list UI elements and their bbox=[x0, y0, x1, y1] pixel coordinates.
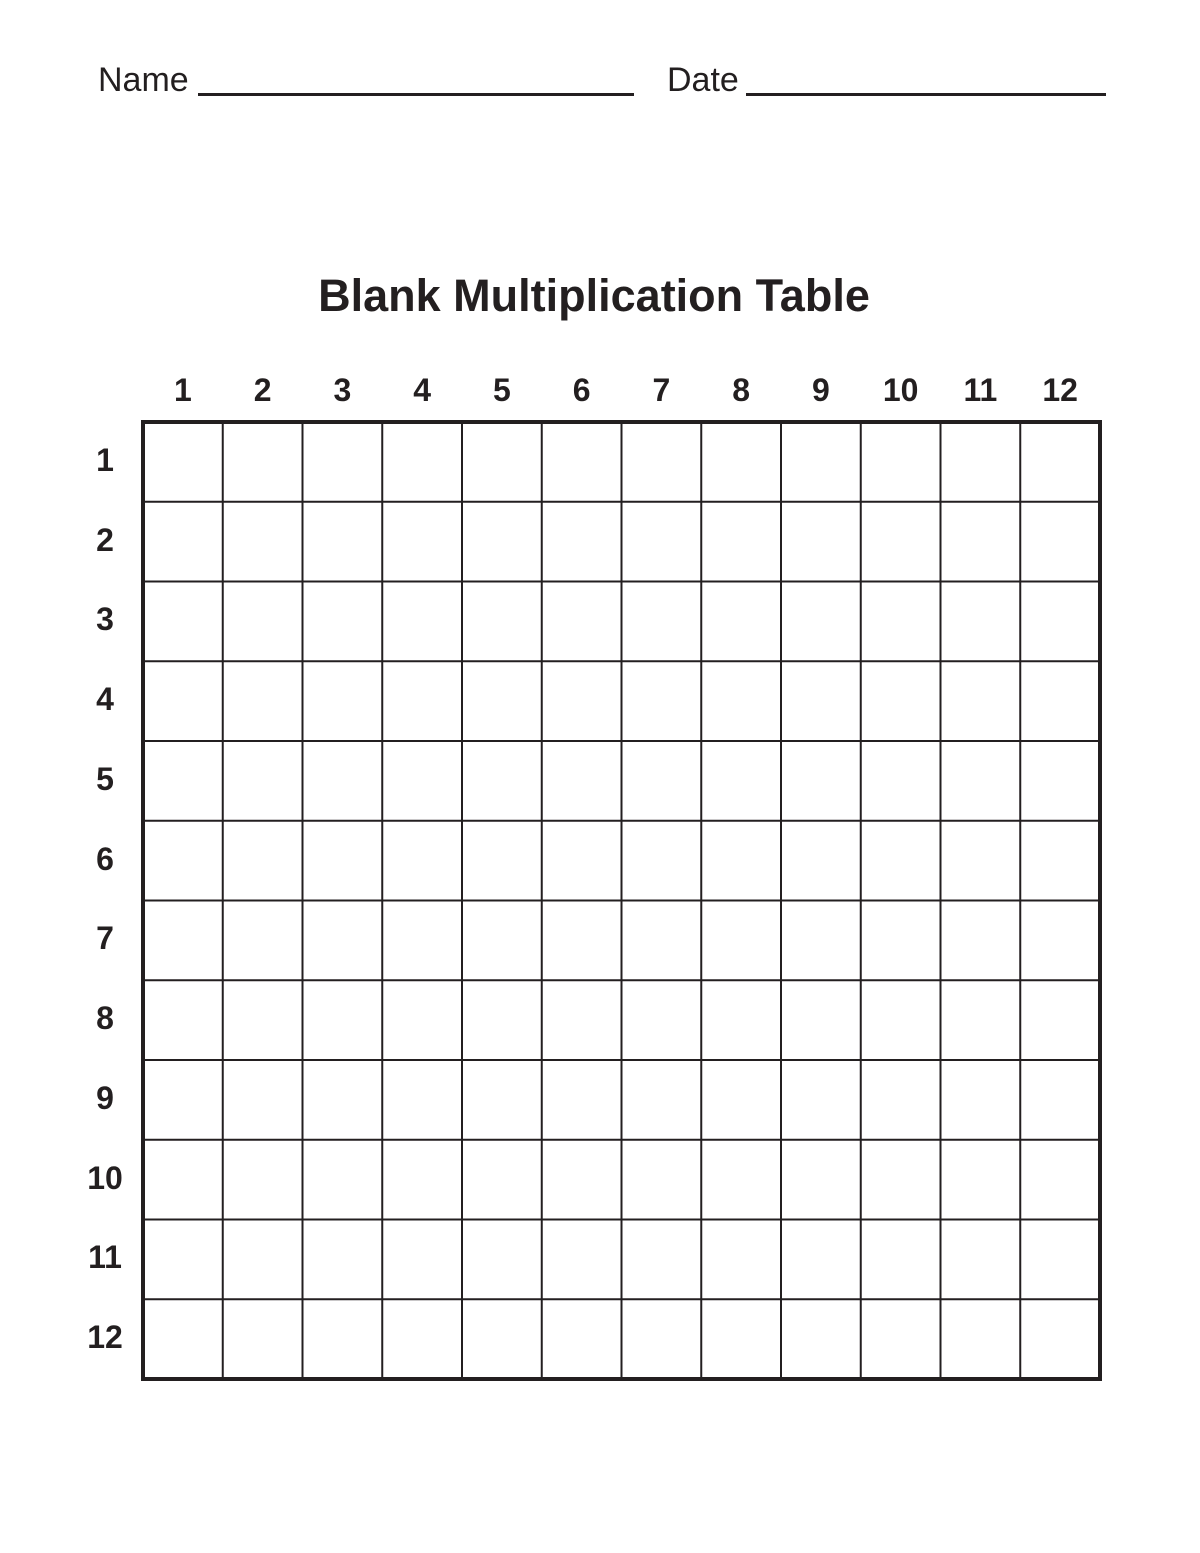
row-header: 7 bbox=[96, 920, 114, 957]
row-header: 9 bbox=[96, 1079, 114, 1116]
grid-cell[interactable] bbox=[781, 821, 861, 901]
row-header: 11 bbox=[88, 1239, 122, 1276]
grid-cell[interactable] bbox=[542, 502, 622, 582]
grid-cell[interactable] bbox=[143, 661, 223, 741]
grid-cell[interactable] bbox=[1020, 1140, 1100, 1220]
row-header: 12 bbox=[87, 1319, 123, 1356]
grid-cell[interactable] bbox=[143, 1299, 223, 1379]
grid-cell[interactable] bbox=[143, 422, 223, 502]
column-header: 8 bbox=[732, 372, 751, 408]
grid-cell[interactable] bbox=[781, 901, 861, 981]
grid-cell[interactable] bbox=[462, 1060, 542, 1140]
row-header: 4 bbox=[96, 681, 114, 718]
grid-cell[interactable] bbox=[1020, 1060, 1100, 1140]
grid-cell[interactable] bbox=[303, 422, 383, 502]
grid-cell[interactable] bbox=[701, 502, 781, 582]
grid-cell[interactable] bbox=[223, 741, 303, 821]
grid-cell[interactable] bbox=[701, 1220, 781, 1300]
grid-cell[interactable] bbox=[223, 422, 303, 502]
grid-cell[interactable] bbox=[143, 741, 223, 821]
row-header: 2 bbox=[96, 521, 114, 558]
grid-cell[interactable] bbox=[143, 1220, 223, 1300]
grid-cell[interactable] bbox=[462, 502, 542, 582]
grid-cell[interactable] bbox=[382, 1220, 462, 1300]
grid-cell[interactable] bbox=[542, 1140, 622, 1220]
grid-cell[interactable] bbox=[622, 422, 702, 502]
row-headers bbox=[70, 422, 140, 1379]
column-header: 5 bbox=[492, 372, 511, 408]
grid-cell[interactable] bbox=[542, 1299, 622, 1379]
grid-cell[interactable] bbox=[382, 1140, 462, 1220]
grid-cell[interactable] bbox=[382, 821, 462, 901]
grid-cell[interactable] bbox=[1020, 980, 1100, 1060]
grid-cell[interactable] bbox=[622, 582, 702, 662]
grid-cell[interactable] bbox=[622, 741, 702, 821]
grid-cell[interactable] bbox=[382, 741, 462, 821]
grid-cell[interactable] bbox=[781, 741, 861, 821]
column-headers bbox=[143, 370, 1100, 410]
grid-cell[interactable] bbox=[1020, 582, 1100, 662]
row-header: 5 bbox=[96, 760, 114, 797]
page-title: Blank Multiplication Table bbox=[318, 270, 870, 322]
grid-lines bbox=[141, 420, 1102, 1381]
grid-cell[interactable] bbox=[1020, 1299, 1100, 1379]
grid-cell[interactable] bbox=[1020, 502, 1100, 582]
grid-cell[interactable] bbox=[382, 1299, 462, 1379]
grid-cell[interactable] bbox=[941, 741, 1021, 821]
grid-cell[interactable] bbox=[941, 980, 1021, 1060]
grid-cell[interactable] bbox=[861, 422, 941, 502]
grid-cell[interactable] bbox=[781, 502, 861, 582]
grid-cell[interactable] bbox=[941, 582, 1021, 662]
row-header: 8 bbox=[96, 1000, 114, 1037]
grid-cell[interactable] bbox=[941, 1140, 1021, 1220]
grid-cell[interactable] bbox=[303, 1220, 383, 1300]
grid-cell[interactable] bbox=[622, 1220, 702, 1300]
date-field[interactable] bbox=[746, 93, 1106, 96]
grid-cell[interactable] bbox=[303, 821, 383, 901]
grid-cell[interactable] bbox=[861, 1060, 941, 1140]
column-header: 6 bbox=[572, 372, 591, 408]
grid-cell[interactable] bbox=[223, 821, 303, 901]
grid-cell[interactable] bbox=[941, 901, 1021, 981]
grid-cell[interactable] bbox=[701, 821, 781, 901]
column-header: 3 bbox=[333, 372, 352, 408]
grid-cell[interactable] bbox=[1020, 901, 1100, 981]
grid-cell[interactable] bbox=[861, 661, 941, 741]
grid-cell[interactable] bbox=[781, 1220, 861, 1300]
grid-cell[interactable] bbox=[462, 980, 542, 1060]
grid-cell[interactable] bbox=[941, 1220, 1021, 1300]
column-header: 2 bbox=[253, 372, 272, 408]
grid-cell[interactable] bbox=[542, 422, 622, 502]
grid-cell[interactable] bbox=[622, 980, 702, 1060]
grid-cell[interactable] bbox=[382, 422, 462, 502]
grid-cell[interactable] bbox=[143, 1060, 223, 1140]
grid-cell[interactable] bbox=[861, 741, 941, 821]
grid-cell[interactable] bbox=[462, 661, 542, 741]
grid-cell[interactable] bbox=[223, 1060, 303, 1140]
grid-cell[interactable] bbox=[223, 980, 303, 1060]
grid-cell[interactable] bbox=[622, 661, 702, 741]
grid-cell[interactable] bbox=[941, 821, 1021, 901]
grid-cell[interactable] bbox=[542, 1060, 622, 1140]
multiplication-grid bbox=[141, 420, 1102, 1381]
grid-cell[interactable] bbox=[1020, 821, 1100, 901]
column-header: 9 bbox=[811, 372, 830, 408]
grid-cell[interactable] bbox=[1020, 1220, 1100, 1300]
grid-cell[interactable] bbox=[941, 502, 1021, 582]
grid-cell[interactable] bbox=[542, 741, 622, 821]
grid-cell[interactable] bbox=[781, 980, 861, 1060]
grid-cell[interactable] bbox=[382, 502, 462, 582]
grid-cell[interactable] bbox=[223, 901, 303, 981]
grid-cell[interactable] bbox=[462, 1299, 542, 1379]
grid-cell[interactable] bbox=[303, 741, 383, 821]
grid-cell[interactable] bbox=[1020, 661, 1100, 741]
row-header: 6 bbox=[96, 840, 114, 877]
grid-cell[interactable] bbox=[622, 502, 702, 582]
grid-cell[interactable] bbox=[143, 821, 223, 901]
grid-cell[interactable] bbox=[701, 661, 781, 741]
grid-cell[interactable] bbox=[303, 1140, 383, 1220]
grid-cell[interactable] bbox=[382, 901, 462, 981]
grid-cell[interactable] bbox=[143, 901, 223, 981]
grid-cell[interactable] bbox=[622, 901, 702, 981]
grid-cell[interactable] bbox=[781, 582, 861, 662]
column-header: 7 bbox=[652, 372, 671, 408]
grid-cell[interactable] bbox=[861, 821, 941, 901]
grid-cell[interactable] bbox=[861, 1299, 941, 1379]
grid-cell[interactable] bbox=[861, 1140, 941, 1220]
grid-cell[interactable] bbox=[701, 980, 781, 1060]
row-header: 3 bbox=[96, 601, 114, 638]
grid-cell[interactable] bbox=[303, 901, 383, 981]
grid-cell[interactable] bbox=[861, 502, 941, 582]
grid-cell[interactable] bbox=[622, 1299, 702, 1379]
grid-cell[interactable] bbox=[462, 741, 542, 821]
column-header: 10 bbox=[882, 372, 919, 408]
name-field[interactable] bbox=[198, 93, 634, 96]
grid-cell[interactable] bbox=[303, 502, 383, 582]
grid-cell[interactable] bbox=[143, 582, 223, 662]
grid-cell[interactable] bbox=[861, 582, 941, 662]
grid-cell[interactable] bbox=[223, 502, 303, 582]
grid-cell[interactable] bbox=[303, 661, 383, 741]
grid-cell[interactable] bbox=[542, 1220, 622, 1300]
grid-cell[interactable] bbox=[542, 901, 622, 981]
date-label: Date bbox=[667, 61, 739, 99]
grid-cell[interactable] bbox=[781, 422, 861, 502]
grid-cell[interactable] bbox=[781, 661, 861, 741]
grid-cell[interactable] bbox=[143, 980, 223, 1060]
grid-cell[interactable] bbox=[223, 1299, 303, 1379]
grid-cell[interactable] bbox=[701, 1299, 781, 1379]
grid-cell[interactable] bbox=[223, 1140, 303, 1220]
grid-cell[interactable] bbox=[1020, 741, 1100, 821]
grid-cell[interactable] bbox=[781, 1140, 861, 1220]
grid-cell[interactable] bbox=[462, 582, 542, 662]
grid-cell[interactable] bbox=[861, 1220, 941, 1300]
grid-cell[interactable] bbox=[781, 1060, 861, 1140]
grid-cell[interactable] bbox=[303, 1060, 383, 1140]
grid-cell[interactable] bbox=[941, 1060, 1021, 1140]
grid-cell[interactable] bbox=[861, 901, 941, 981]
grid-cell[interactable] bbox=[1020, 422, 1100, 502]
grid-cell[interactable] bbox=[941, 1299, 1021, 1379]
column-header: 11 bbox=[963, 372, 998, 408]
grid-cell[interactable] bbox=[462, 821, 542, 901]
grid-cell[interactable] bbox=[861, 980, 941, 1060]
grid-cell[interactable] bbox=[382, 661, 462, 741]
grid-cell[interactable] bbox=[143, 1140, 223, 1220]
row-header: 10 bbox=[87, 1159, 123, 1196]
grid-cell[interactable] bbox=[701, 1140, 781, 1220]
grid-cell[interactable] bbox=[701, 582, 781, 662]
grid-cell[interactable] bbox=[622, 1060, 702, 1140]
grid-cell[interactable] bbox=[143, 502, 223, 582]
grid-cell[interactable] bbox=[223, 582, 303, 662]
grid-cell[interactable] bbox=[701, 422, 781, 502]
grid-cell[interactable] bbox=[223, 1220, 303, 1300]
grid-cell[interactable] bbox=[462, 1220, 542, 1300]
grid-cell[interactable] bbox=[622, 821, 702, 901]
grid-cell[interactable] bbox=[701, 1060, 781, 1140]
column-header: 12 bbox=[1042, 372, 1078, 408]
grid-cell[interactable] bbox=[382, 582, 462, 662]
grid-cell[interactable] bbox=[542, 661, 622, 741]
grid-cell[interactable] bbox=[303, 980, 383, 1060]
grid-cell[interactable] bbox=[542, 821, 622, 901]
grid-cell[interactable] bbox=[542, 582, 622, 662]
grid-cell[interactable] bbox=[622, 1140, 702, 1220]
column-header: 4 bbox=[413, 372, 432, 408]
column-header: 1 bbox=[173, 372, 192, 408]
grid-cell[interactable] bbox=[382, 1060, 462, 1140]
row-header: 1 bbox=[96, 441, 114, 478]
grid-cell[interactable] bbox=[462, 422, 542, 502]
grid-cell[interactable] bbox=[941, 422, 1021, 502]
name-label: Name bbox=[98, 61, 189, 99]
grid-cell[interactable] bbox=[462, 1140, 542, 1220]
grid-cell[interactable] bbox=[303, 582, 383, 662]
grid-cell[interactable] bbox=[781, 1299, 861, 1379]
grid-cell[interactable] bbox=[542, 980, 622, 1060]
grid-cell[interactable] bbox=[462, 901, 542, 981]
grid-cell[interactable] bbox=[941, 661, 1021, 741]
grid-cell[interactable] bbox=[382, 980, 462, 1060]
grid-cell[interactable] bbox=[701, 741, 781, 821]
grid-cell[interactable] bbox=[303, 1299, 383, 1379]
grid-cell[interactable] bbox=[223, 661, 303, 741]
grid-cell[interactable] bbox=[701, 901, 781, 981]
